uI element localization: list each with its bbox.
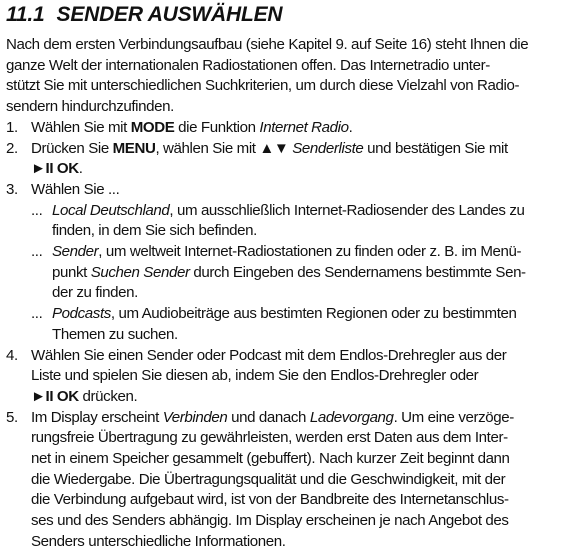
text-run: und danach	[227, 408, 310, 426]
step-item-line	[31, 159, 564, 180]
step-item-marker: 5.	[6, 408, 18, 426]
text-run: Wählen Sie einen Sender oder Podcast mit dem Endlos-Drehregler aus der	[31, 346, 507, 364]
text-run: , um ausschließlich Internet-Radiosender des Landes zu	[169, 201, 525, 219]
option-item	[6, 304, 564, 345]
option-item	[6, 242, 564, 304]
step-item-line	[31, 470, 564, 491]
text-run: die Wiedergabe. Die Übertragungsqualität und die Geschwindigkeit, mit der	[31, 470, 506, 488]
text-run: Senderliste	[292, 139, 364, 157]
text-run: Themen zu suchen.	[52, 325, 178, 343]
step-item-line	[31, 511, 564, 532]
options-list	[6, 201, 564, 346]
step-item-line	[31, 490, 564, 511]
step-item-line	[31, 449, 564, 470]
text-run: ►II OK	[31, 160, 79, 178]
text-run: Drücken Sie	[31, 139, 113, 157]
step-item-line	[31, 346, 564, 367]
step-item-line	[31, 366, 564, 387]
text-run: Ladevorgang	[309, 408, 394, 426]
step-item-line	[31, 139, 564, 160]
step-item-marker: 1.	[6, 118, 18, 136]
text-run: Verbinden	[162, 408, 228, 426]
step-item-line	[31, 387, 564, 408]
step-item-line	[31, 532, 564, 553]
step-item-line	[31, 118, 564, 139]
step-item-line	[31, 180, 564, 201]
option-item-line	[52, 263, 564, 284]
text-run: , um Audiobeiträge aus bestimten Regionen oder zu bestimmten	[110, 305, 517, 323]
text-run: ►II OK	[31, 387, 79, 405]
text-run: und bestätigen Sie mit	[363, 139, 508, 157]
intro-line: stützt Sie mit unterschiedlichen Suchkriterien, um durch diese Vielzahl von Radio-	[6, 77, 520, 95]
text-run: .	[348, 118, 353, 136]
step-item	[6, 346, 564, 408]
intro-line: ganze Welt der internationalen Radiostationen offen. Das Internetradio unter-	[6, 56, 490, 74]
step-item	[6, 408, 564, 553]
steps-list	[6, 118, 564, 201]
step-item-marker: 3.	[6, 180, 18, 198]
option-item-marker: ...	[31, 305, 43, 323]
text-run: Im Display erscheint	[31, 408, 163, 426]
text-run: durch Eingeben des Sendernamens bestimmte Sen-	[189, 263, 526, 281]
option-item-line	[52, 283, 564, 304]
section-body	[6, 35, 564, 553]
text-run: net in einem Speicher gesammelt (gebuffert). Nach kurzer Zeit beginnt dann	[31, 450, 510, 468]
text-run: Local Deutschland	[52, 201, 170, 219]
option-item-line	[52, 325, 564, 346]
step-item-line	[31, 408, 564, 429]
text-run: MENU	[112, 139, 156, 157]
step-item	[6, 180, 564, 201]
text-run: Podcasts	[52, 305, 111, 323]
option-item-marker: ...	[31, 201, 43, 219]
option-item-line	[52, 304, 564, 325]
text-run: Internet Radio	[259, 118, 349, 136]
text-run: , wählen Sie mit	[155, 139, 260, 157]
text-run: Wählen Sie mit	[31, 118, 131, 136]
text-run: , um weltweit Internet-Radiostationen zu finden oder z. B. im Menü-	[98, 243, 522, 261]
step-item	[6, 139, 564, 180]
steps-list-continued	[6, 346, 564, 553]
text-run: ses und des Senders abhängig. Im Display erscheinen je nach Angebot des	[31, 512, 509, 530]
option-item-line	[52, 242, 564, 263]
step-item	[6, 118, 564, 139]
text-run: Wählen Sie ...	[31, 180, 120, 198]
text-run: Liste und spielen Sie diesen ab, indem Sie den Endlos-Drehregler oder	[31, 367, 479, 385]
step-item-marker: 4.	[6, 346, 18, 364]
text-run: .	[78, 160, 83, 178]
text-run: rungsfreie Übertragung zu gewährleisten, werden erst Daten aus dem Inter-	[31, 429, 508, 447]
text-run: die Verbindung aufgebaut wird, ist von der Bandbreite des Internetanschlus-	[31, 491, 509, 509]
text-run: . Um eine verzöge-	[393, 408, 514, 426]
text-run: der zu finden.	[52, 284, 138, 302]
text-run: MODE	[130, 118, 175, 136]
section-title: SENDER AUSWÄHLEN	[56, 3, 283, 26]
option-item-line	[52, 221, 564, 242]
step-item-marker: 2.	[6, 139, 18, 157]
text-run: die Funktion	[174, 118, 260, 136]
section-number: 11.1	[6, 3, 45, 26]
intro-paragraph	[6, 35, 564, 118]
section-heading	[6, 1, 282, 29]
option-item	[6, 201, 564, 242]
text-run: Senders unterschiedliche Informationen.	[31, 532, 286, 550]
text-run: finden, in dem Sie sich befinden.	[52, 222, 257, 240]
option-item-line	[52, 201, 564, 222]
intro-line: Nach dem ersten Verbindungsaufbau (siehe Kapitel 9. auf Seite 16) steht Ihnen die	[6, 36, 529, 53]
step-item-line	[31, 428, 564, 449]
option-item-marker: ...	[31, 243, 43, 261]
text-run: punkt	[52, 263, 91, 281]
intro-line: sendern hindurchzufinden.	[6, 98, 174, 116]
text-run: Sender	[52, 243, 99, 261]
text-run: drücken.	[78, 387, 138, 405]
text-run: ▲▼	[259, 139, 289, 157]
text-run: Suchen Sender	[90, 263, 190, 281]
